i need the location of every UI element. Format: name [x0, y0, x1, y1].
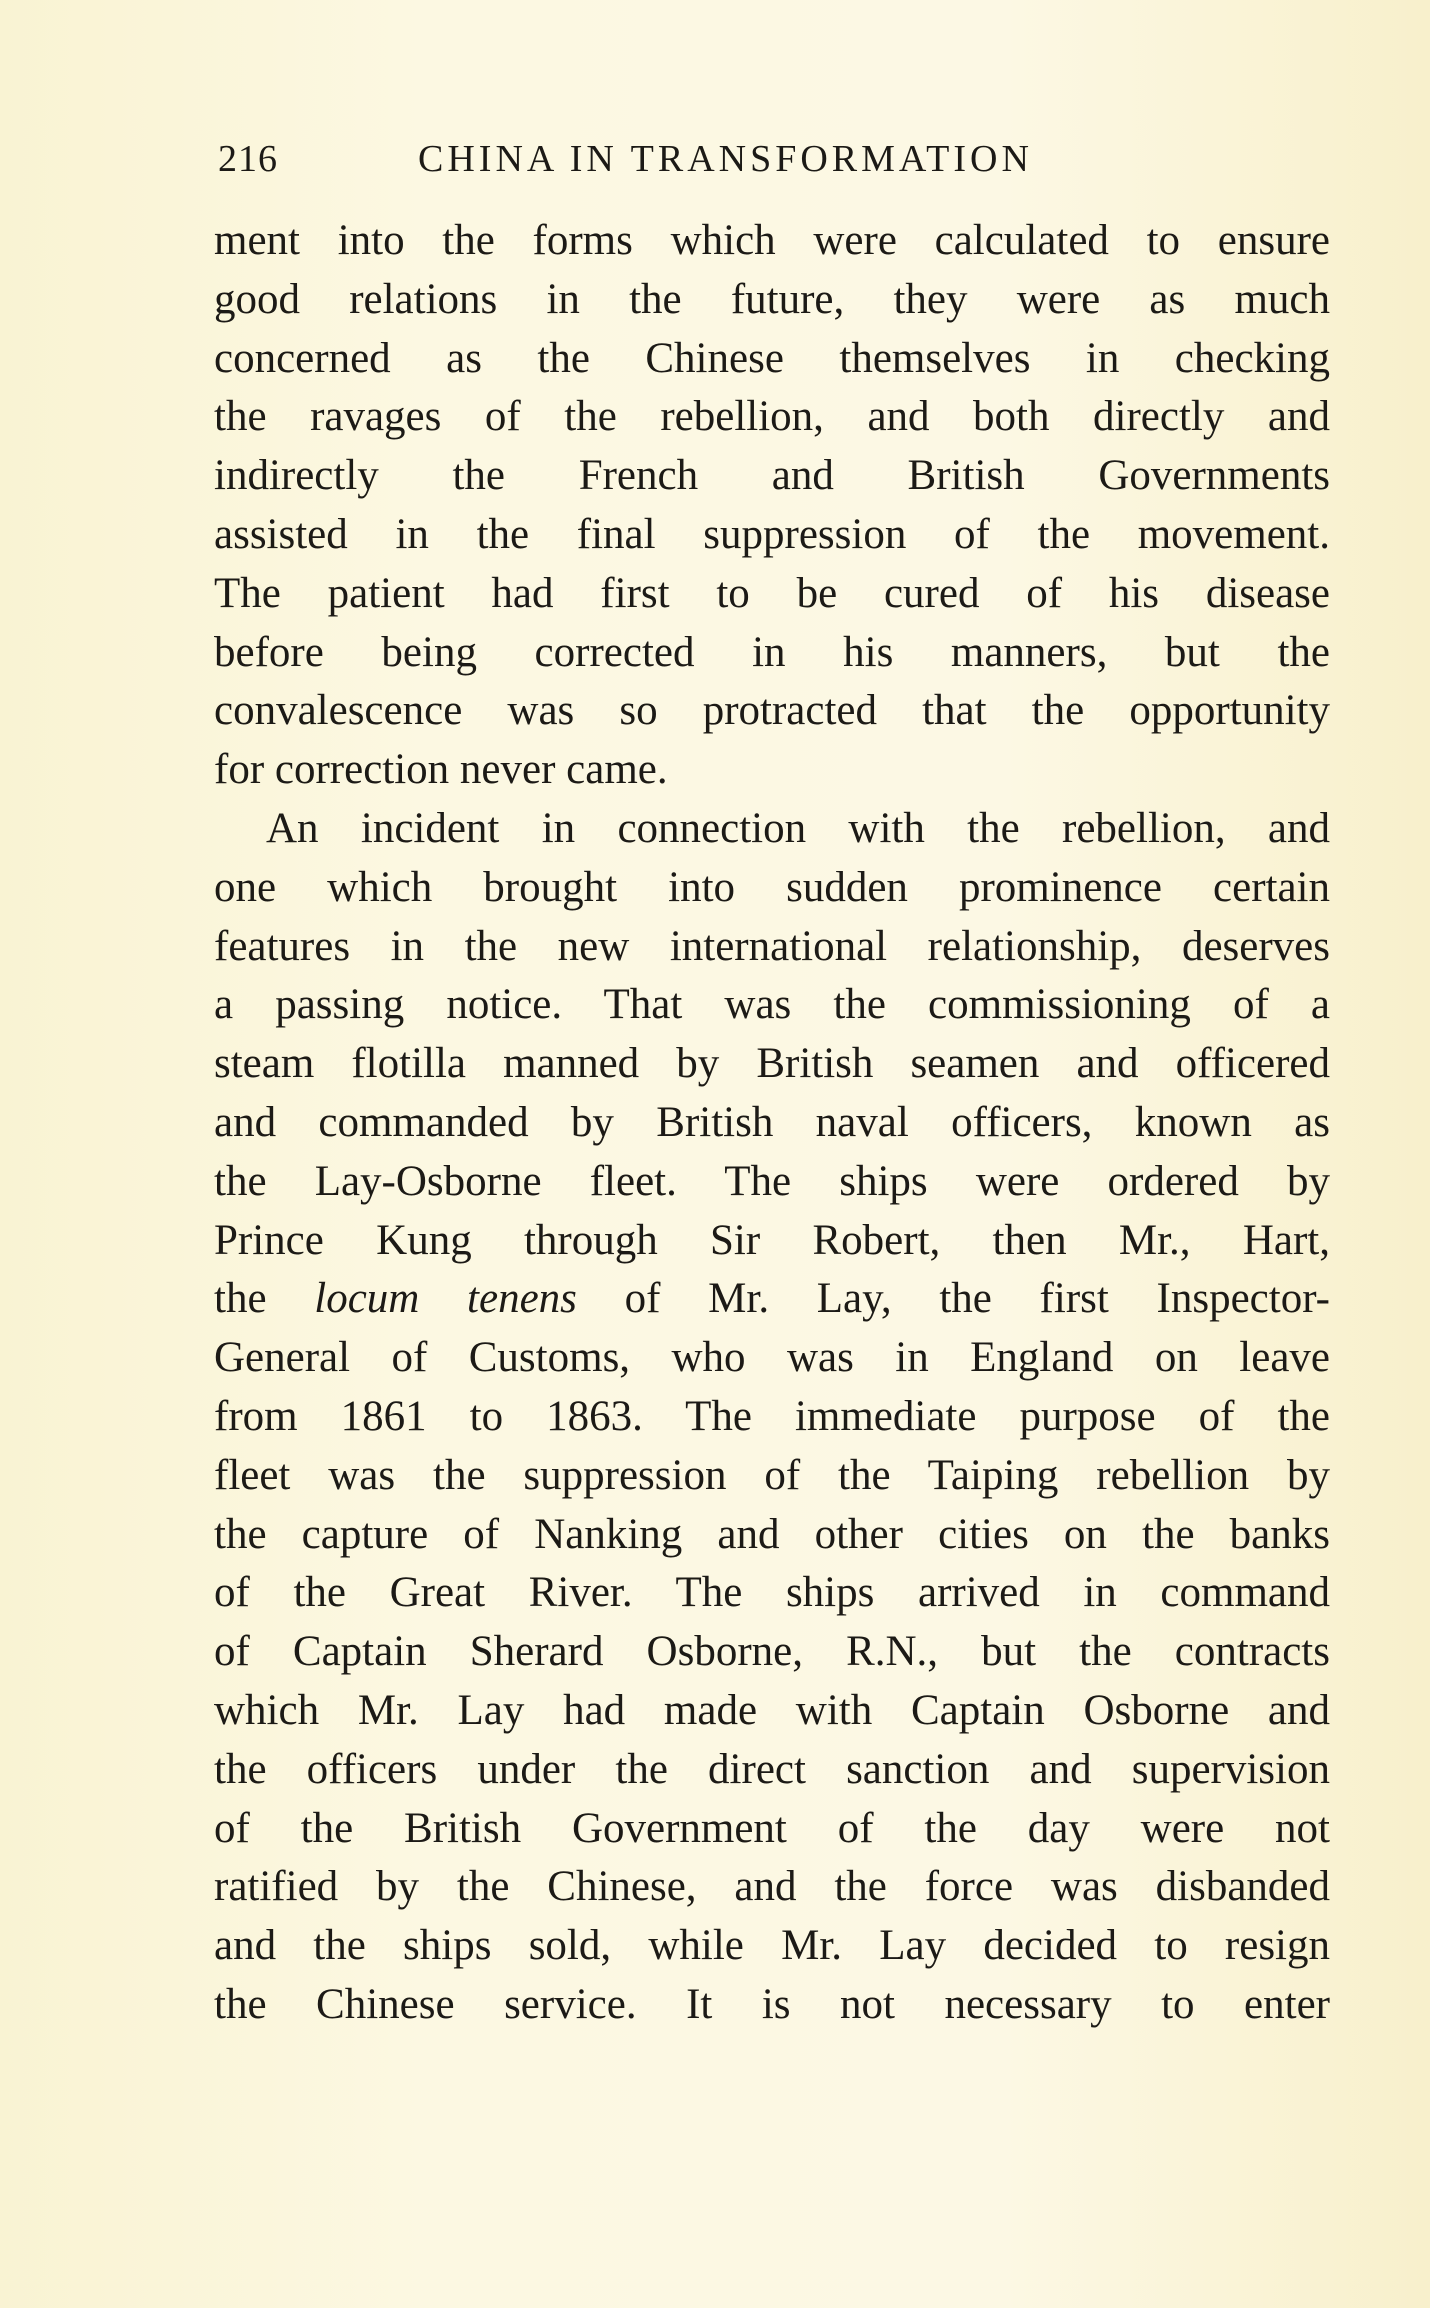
text-line: the capture of Nanking and other cities on the banks: [214, 1510, 1330, 1558]
page-header: [218, 137, 1138, 197]
text-line: before being corrected in his manners, but the: [214, 628, 1330, 676]
text-line: which Mr. Lay had made with Captain Osborne and: [214, 1686, 1330, 1734]
text-line: fleet was the suppression of the Taiping rebellion by: [214, 1451, 1330, 1499]
text-line: features in the new international relationship, deserves: [214, 922, 1330, 970]
text-line: General of Customs, who was in England on leave: [214, 1334, 1330, 1382]
text-line: The patient had first to be cured of his disease: [214, 569, 1330, 617]
running-head: CHINA IN TRANSFORMATION: [418, 138, 1033, 180]
text-line: convalescence was so protracted that the opportunity: [214, 687, 1330, 735]
body-text: [214, 212, 1330, 2035]
text-line: An incident in connection with the rebellion, and: [266, 804, 1330, 852]
text-line: of the British Government of the day were not: [214, 1804, 1330, 1852]
text-line: and commanded by British naval officers, known as: [214, 1098, 1330, 1146]
text-line: the officers under the direct sanction and supervision: [214, 1745, 1330, 1793]
text-line-with-italic: the locum tenens of Mr. Lay, the first Inspector-: [214, 1275, 1330, 1323]
text-line: from 1861 to 1863. The immediate purpose of the: [214, 1392, 1330, 1440]
text-line: of Captain Sherard Osborne, R.N., but the contracts: [214, 1628, 1330, 1676]
text-line: concerned as the Chinese themselves in checking: [214, 334, 1330, 382]
text-line: the Chinese service. It is not necessary to enter: [214, 1980, 1330, 2028]
text-line: a passing notice. That was the commissioning of a: [214, 981, 1330, 1029]
text-line: Prince Kung through Sir Robert, then Mr., Hart,: [214, 1216, 1330, 1264]
text-line: good relations in the future, they were as much: [214, 275, 1330, 323]
text-line: the Lay-Osborne fleet. The ships were ordered by: [214, 1157, 1330, 1205]
text-line: ratified by the Chinese, and the force was disbanded: [214, 1863, 1330, 1911]
text-line: steam flotilla manned by British seamen and officered: [214, 1040, 1330, 1088]
text-line: and the ships sold, while Mr. Lay decided to resign: [214, 1922, 1330, 1970]
italic-phrase: locum tenens: [314, 1275, 577, 1323]
text-line: indirectly the French and British Governments: [214, 452, 1330, 500]
text-line: assisted in the final suppression of the movement.: [214, 510, 1330, 558]
page-number: 216: [218, 138, 278, 180]
text-line: one which brought into sudden prominence certain: [214, 863, 1330, 911]
text-line: the ravages of the rebellion, and both directly and: [214, 393, 1330, 441]
text-line: of the Great River. The ships arrived in command: [214, 1569, 1330, 1617]
text-line: ment into the forms which were calculated to ensure: [214, 217, 1330, 264]
text-line: for correction never came.: [214, 746, 668, 794]
